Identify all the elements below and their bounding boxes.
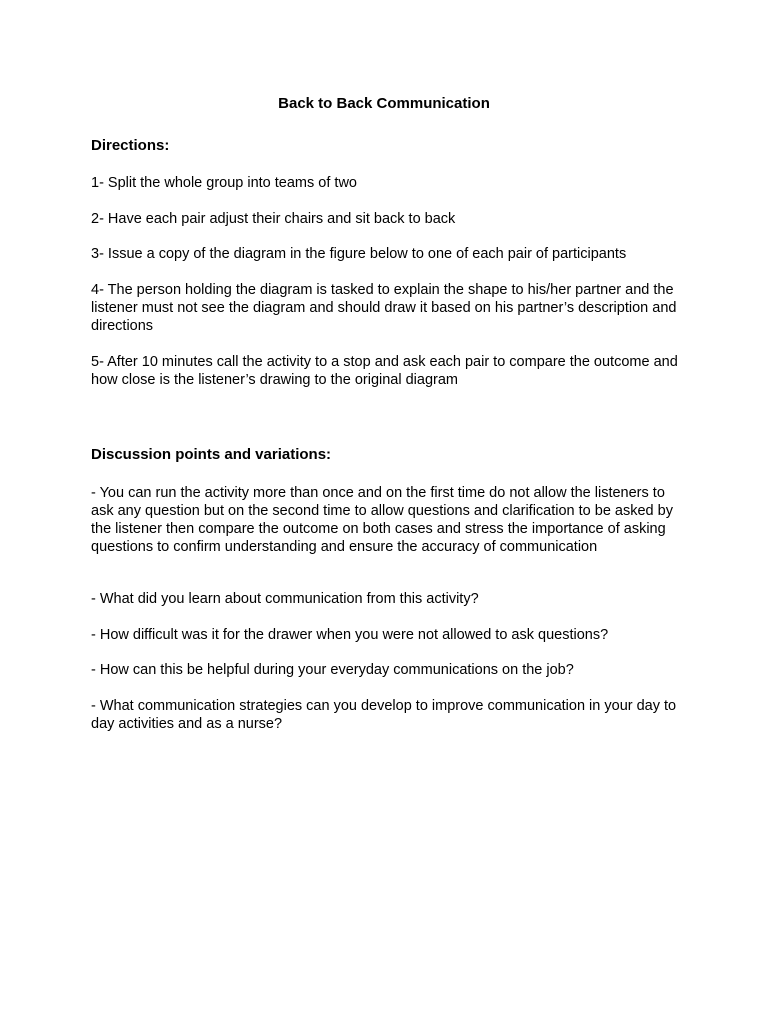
discussion-heading: Discussion points and variations: (91, 446, 332, 463)
directions-item-1: 1- Split the whole group into teams of two (91, 175, 357, 191)
directions-heading: Directions: (91, 137, 170, 154)
discussion-item-2: - What did you learn about communication from this activity? (91, 591, 479, 607)
directions-item-5: 5- After 10 minutes call the activity to a stop and ask each pair to compare the outcome and how close is the listener’s drawing to the original diagram (91, 354, 678, 388)
discussion-item-4: - How can this be helpful during your everyday communications on the job? (91, 662, 574, 678)
document-title: Back to Back Communication (278, 95, 490, 112)
directions-item-2: 2- Have each pair adjust their chairs and sit back to back (91, 211, 456, 227)
discussion-item-3: - How difficult was it for the drawer when you were not allowed to ask questions? (91, 627, 609, 643)
discussion-item-5: - What communication strategies can you develop to improve communication in your day to day activities and as a nurse? (91, 698, 677, 732)
directions-item-4: 4- The person holding the diagram is tasked to explain the shape to his/her partner and the listener must not see the diagram and should draw it based on his partner’s description and directions (91, 282, 677, 334)
discussion-item-1: - You can run the activity more than once and on the first time do not allow the listeners to ask any question but on the second time to allow questions and clarification to be asked by the listener then compare the outcome on both cases and stress the importance of asking questions to confirm understanding and ensure the accuracy of communication (91, 485, 673, 555)
directions-item-3: 3- Issue a copy of the diagram in the figure below to one of each pair of participants (91, 246, 627, 262)
